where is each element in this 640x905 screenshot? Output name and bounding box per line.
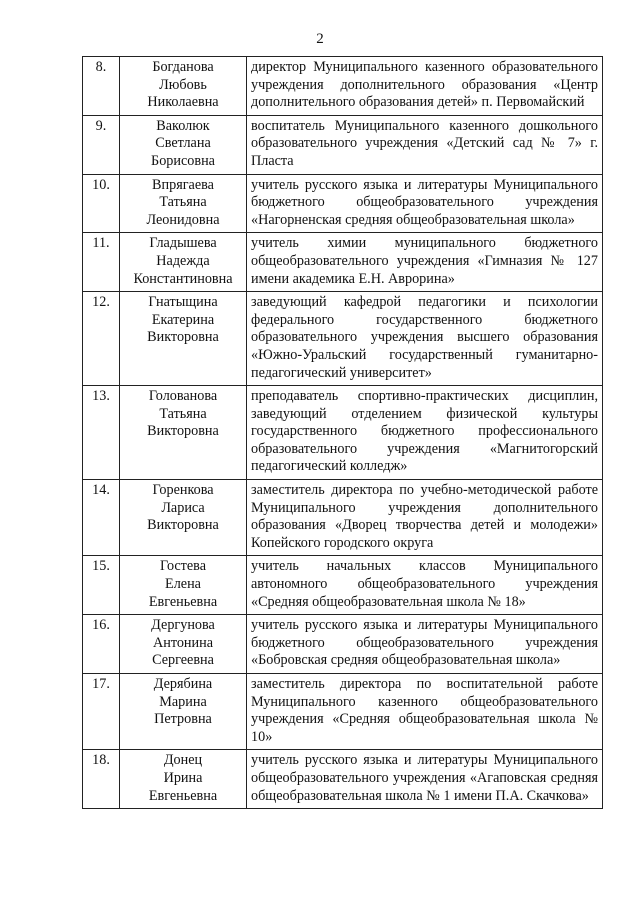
row-number: 8.	[83, 57, 120, 116]
table-row	[83, 292, 603, 386]
person-name: Дергунова Антонина Сергеевна	[120, 615, 247, 674]
table-row	[83, 556, 603, 615]
person-name: Дерябина Марина Петровна	[120, 674, 247, 750]
members-table	[82, 56, 603, 809]
row-number: 10.	[83, 174, 120, 233]
person-name: Гостева Елена Евгеньевна	[120, 556, 247, 615]
person-name: Гладышева Надежда Константиновна	[120, 233, 247, 292]
person-name: Голованова Татьяна Викторовна	[120, 386, 247, 480]
table-row	[83, 750, 603, 809]
table-row	[83, 233, 603, 292]
row-number: 9.	[83, 115, 120, 174]
table-row	[83, 386, 603, 480]
person-name: Горенкова Лариса Викторовна	[120, 480, 247, 556]
person-name: Гнатыщина Екатерина Викторовна	[120, 292, 247, 386]
person-position: заместитель директора по воспитательной работе Муниципального казенного общеобразовательного учреждения «Средняя общеобразовательная школа № 10»	[247, 674, 603, 750]
row-number: 18.	[83, 750, 120, 809]
person-position: учитель русского языка и литературы Муниципального общеобразовательного учреждения «Агаповская средняя общеобразовательная школа № 1 имени П.А. Скачкова»	[247, 750, 603, 809]
person-name: Ваколюк Светлана Борисовна	[120, 115, 247, 174]
row-number: 14.	[83, 480, 120, 556]
person-position: заведующий кафедрой педагогики и психологии федерального государственного бюджетного образовательного учреждения высшего образования «Южно-Уральский государственный гуманитарно-педагогический университет»	[247, 292, 603, 386]
row-number: 12.	[83, 292, 120, 386]
person-position: учитель начальных классов Муниципального автономного общеобразовательного учреждения «Средняя общеобразовательная школа № 18»	[247, 556, 603, 615]
person-position: заместитель директора по учебно-методической работе Муниципального учреждения дополнительного образования «Дворец творчества детей и молодежи» Копейского городского округа	[247, 480, 603, 556]
person-position: преподаватель спортивно-практических дисциплин, заведующий отделением физической культуры государственного бюджетного профессионального образовательного учреждения «Магнитогорский педагогический колледж»	[247, 386, 603, 480]
person-name: Впрягаева Татьяна Леонидовна	[120, 174, 247, 233]
person-position: воспитатель Муниципального казенного дошкольного образовательного учреждения «Детский сад № 7» г. Пласта	[247, 115, 603, 174]
table-row	[83, 615, 603, 674]
row-number: 15.	[83, 556, 120, 615]
table-row	[83, 174, 603, 233]
row-number: 11.	[83, 233, 120, 292]
table-row	[83, 115, 603, 174]
person-name: Богданова Любовь Николаевна	[120, 57, 247, 116]
person-position: учитель русского языка и литературы Муниципального бюджетного общеобразовательного учреждения «Нагорненская средняя общеобразовательная школа»	[247, 174, 603, 233]
person-position: учитель русского языка и литературы Муниципального бюджетного общеобразовательного учреждения «Бобровская средняя общеобразовательная школа»	[247, 615, 603, 674]
row-number: 13.	[83, 386, 120, 480]
table-row	[83, 57, 603, 116]
person-name: Донец Ирина Евгеньевна	[120, 750, 247, 809]
person-position: директор Муниципального казенного образовательного учреждения дополнительного образования «Центр дополнительного образования детей» п. Первомайский	[247, 57, 603, 116]
page-number: 2	[316, 31, 324, 47]
table-row	[83, 480, 603, 556]
table-row	[83, 674, 603, 750]
row-number: 16.	[83, 615, 120, 674]
person-position: учитель химии муниципального бюджетного общеобразовательного учреждения «Гимназия № 127 имени академика Е.Н. Аврорина»	[247, 233, 603, 292]
row-number: 17.	[83, 674, 120, 750]
